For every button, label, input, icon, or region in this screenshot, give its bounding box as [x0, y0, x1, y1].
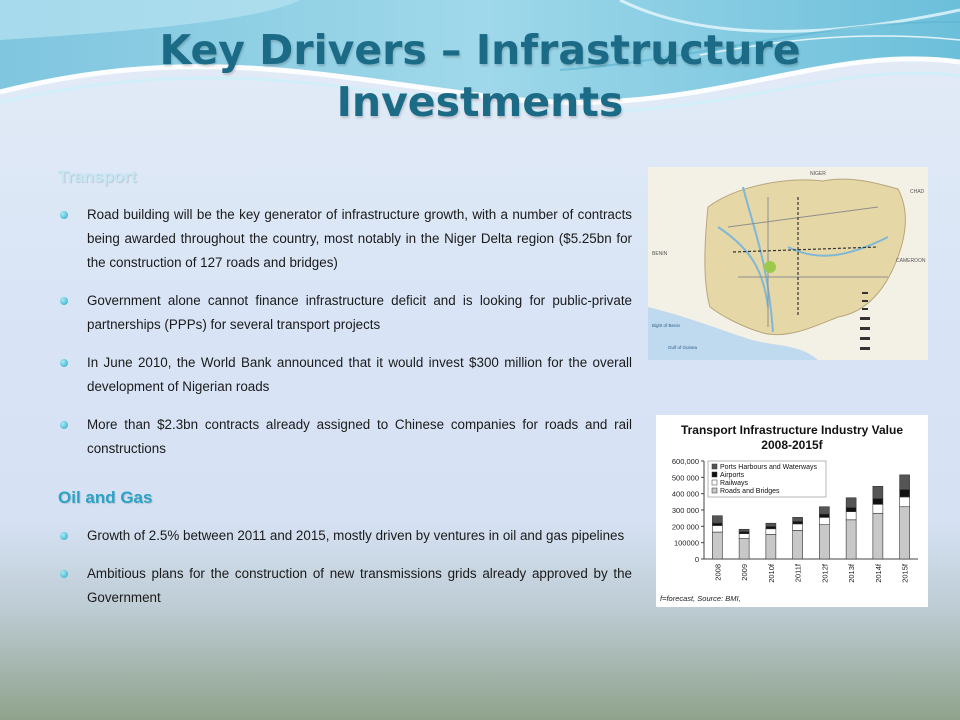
bar-segment	[793, 517, 803, 521]
map-label-north: NIGER	[810, 171, 826, 177]
list-item	[58, 351, 632, 399]
nigeria-transport-map	[648, 167, 928, 360]
bullet-dot-icon	[60, 532, 68, 540]
bar-segment	[766, 526, 776, 528]
map-label-gulf: Gulf of Guinea	[668, 345, 698, 350]
x-tick-label: 2013f	[847, 564, 857, 583]
map-illustration	[648, 167, 928, 360]
bullet-dot-icon	[60, 421, 68, 429]
x-tick-label: 2011f	[793, 564, 803, 583]
chart-title: Transport Infrastructure Industry Value	[680, 423, 904, 437]
legend-label: Ports Harbours and Waterways	[720, 464, 817, 471]
bar-segment	[739, 539, 749, 559]
bar-segment	[873, 499, 883, 505]
bar-segment	[712, 523, 722, 525]
bullet-text: More than $2.3bn contracts already assigned to Chinese companies for roads and rail constructions	[87, 417, 632, 456]
slide-title: Key Drivers – Infrastructure Investments	[159, 26, 801, 126]
list-item	[58, 203, 632, 275]
bar-segment	[846, 498, 856, 508]
bar-segment	[766, 523, 776, 526]
bar-segment	[873, 504, 883, 513]
bar-segment	[846, 512, 856, 520]
bar-segment	[766, 535, 776, 560]
bar-segment	[739, 534, 749, 539]
bar-segment	[793, 521, 803, 523]
x-tick-label: 2014f	[873, 564, 883, 583]
map-label-bight: Bight of Benin	[652, 323, 681, 328]
list-item	[58, 413, 632, 461]
x-tick-label: 2012f	[820, 564, 830, 583]
x-tick-label: 2015f	[900, 564, 910, 583]
bar-segment	[900, 475, 910, 490]
bar-segment	[766, 529, 776, 535]
legend-swatch	[712, 480, 717, 485]
bullet-dot-icon	[60, 211, 68, 219]
bar-segment	[846, 520, 856, 559]
bullet-dot-icon	[60, 570, 68, 578]
bullet-text: Road building will be the key generator of infrastructure growth, with a number of contracts being awarded throughout the country, most notably in the Niger Delta region ($5.25bn for the construction of 127 roads and bridges)	[87, 207, 632, 270]
x-tick-label: 2009	[740, 564, 750, 581]
bar-segment	[900, 490, 910, 497]
bar-segment	[819, 517, 829, 524]
y-tick-label: 500 000	[671, 473, 699, 483]
x-tick-label: 2010f	[766, 564, 776, 583]
bar-segment	[819, 525, 829, 559]
section-heading-transport: Transport	[58, 167, 137, 186]
legend-swatch	[712, 464, 717, 469]
map-label-east: CAMEROON	[896, 258, 926, 264]
bullet-dot-icon	[60, 359, 68, 367]
map-label-west: BENIN	[652, 251, 668, 257]
bar-segment	[873, 486, 883, 498]
section-heading-oil-and-gas: Oil and Gas	[58, 488, 153, 507]
y-tick-label: 600,000	[671, 457, 699, 466]
bar-segment	[712, 526, 722, 533]
bar-segment	[712, 516, 722, 523]
chart-footnote: f=forecast, Source: BMI,	[660, 594, 741, 603]
y-tick-label: 100000	[673, 538, 699, 548]
bar-segment	[793, 530, 803, 559]
legend-label: Roads and Bridges	[720, 488, 780, 495]
y-tick-label: 200 000	[671, 522, 699, 532]
y-tick-label: 400 000	[671, 489, 699, 499]
map-label-northeast: CHAD	[910, 189, 925, 195]
bar-segment	[712, 532, 722, 559]
bullet-text: In June 2010, the World Bank announced that it would invest $300 million for the overall development of Nigerian roads	[87, 355, 632, 394]
bar-segment	[739, 529, 749, 531]
x-tick-label: 2008	[713, 564, 723, 581]
bar-segment	[819, 514, 829, 517]
legend-label: Railways	[720, 480, 749, 487]
bar-segment	[873, 513, 883, 559]
bullet-dot-icon	[60, 297, 68, 305]
bullet-text: Growth of 2.5% between 2011 and 2015, mostly driven by ventures in oil and gas pipelines	[87, 528, 625, 543]
bar-segment	[846, 508, 856, 512]
bullet-text: Government alone cannot finance infrastructure deficit and is looking for public-private partnerships (PPPs) for several transport projects	[87, 293, 632, 332]
legend-label: Airports	[720, 472, 745, 479]
bar-segment	[900, 507, 910, 559]
list-item	[58, 289, 632, 337]
transport-value-chart	[656, 415, 928, 607]
y-tick-label: 300 000	[671, 506, 699, 515]
bullet-text: Ambitious plans for the construction of new transmissions grids already approved by the Government	[87, 566, 632, 605]
list-item	[58, 524, 632, 548]
bar-segment	[819, 507, 829, 514]
transport-bullet-list	[58, 203, 632, 475]
chart-plot	[656, 453, 928, 603]
chart-subtitle: 2008-2015f	[761, 438, 823, 452]
legend-swatch	[712, 472, 717, 477]
oil-gas-bullet-list	[58, 524, 632, 624]
legend-swatch	[712, 488, 717, 493]
list-item	[58, 562, 632, 610]
y-tick-label: 0	[694, 555, 699, 564]
bar-segment	[793, 524, 803, 531]
bar-segment	[900, 497, 910, 507]
